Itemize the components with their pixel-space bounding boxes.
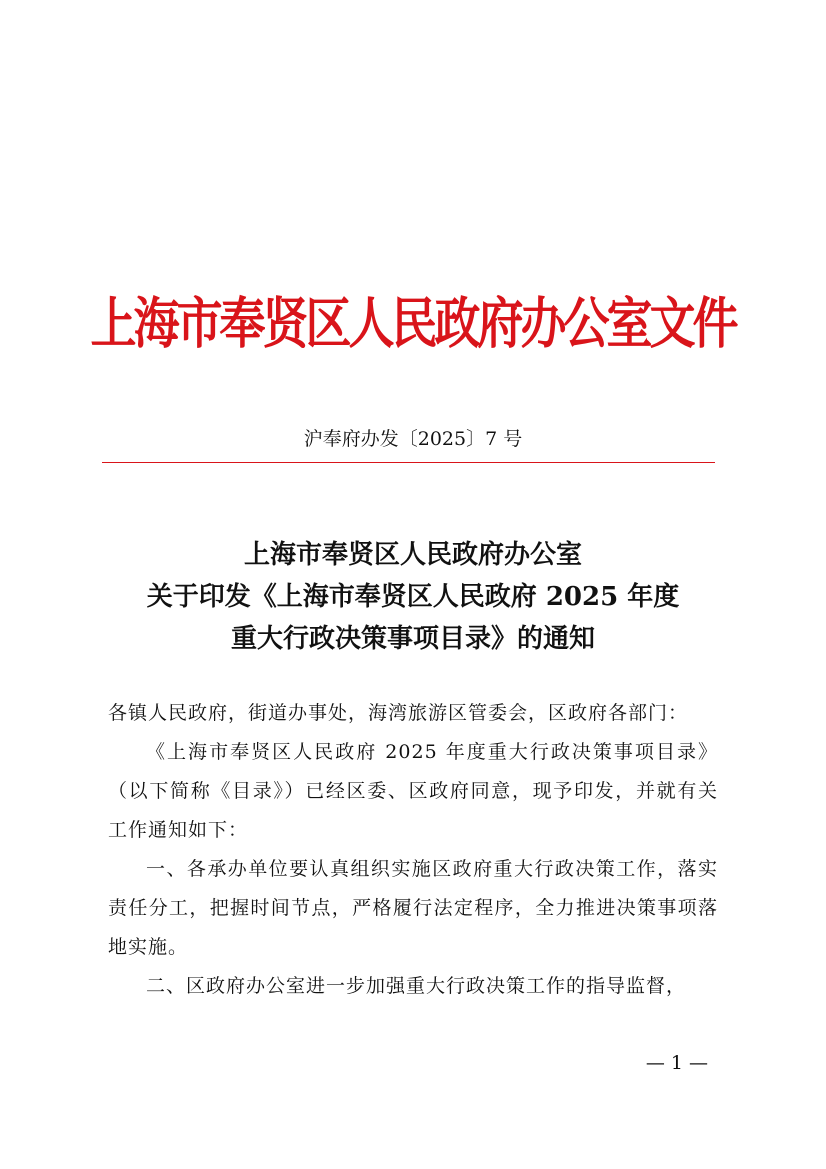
document-masthead: 上海市奉贤区人民政府办公室文件 — [90, 290, 736, 356]
title-line-2: 关于印发《上海市奉贤区人民政府 2025 年度 — [146, 582, 680, 612]
red-separator-line — [102, 462, 715, 463]
paragraph-3: 二、区政府办公室进一步加强重大行政决策工作的指导监督， — [146, 975, 687, 997]
paragraph-1: 《上海市奉贤区人民政府 2025 年度重大行政决策事项目录》（以下简称《目录》）已经区委、区政府同意，现予印发，并就有关工作通知如下： — [108, 741, 718, 841]
paragraph-2: 一、各承办单位要认真组织实施区政府重大行政决策工作，落实责任分工，把握时间节点，严格履行法定程序，全力推进决策事项落地实施。 — [108, 858, 718, 958]
document-number: 沪奉府办发〔2025〕7 号 — [303, 428, 523, 450]
title-line-3: 重大行政决策事项目录》的通知 — [230, 624, 595, 654]
addressees: 各镇人民政府，街道办事处，海湾旅游区管委会，区政府各部门： — [108, 702, 689, 724]
page-number: — 1 — — [645, 1052, 708, 1074]
document-title — [0, 534, 826, 660]
document-body — [108, 694, 718, 1006]
title-line-1: 上海市奉贤区人民政府办公室 — [243, 540, 582, 570]
